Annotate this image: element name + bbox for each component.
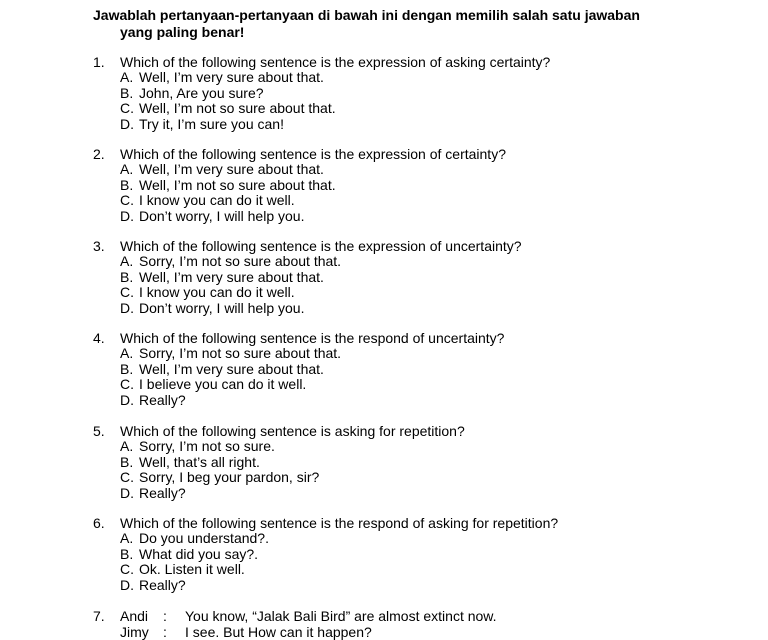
option-c — [93, 285, 733, 301]
option-letter: C. — [120, 561, 134, 577]
option-text: Sorry, I’m not so sure about that. — [139, 345, 342, 361]
option-letter: A. — [120, 253, 134, 269]
instruction-line-1: Jawablah pertanyaan-pertanyaan di bawah ini dengan memilih salah satu jawaban — [93, 7, 640, 23]
option-b — [93, 86, 733, 102]
question-text: Which of the following sentence is the expression of uncertainty? — [120, 238, 522, 254]
option-text: Well, I’m not so sure about that. — [139, 100, 336, 116]
option-d — [93, 301, 733, 317]
dialog-line — [93, 624, 733, 640]
option-text: Really? — [139, 484, 186, 501]
option-letter: D. — [120, 207, 134, 224]
option-letter: A. — [120, 345, 134, 361]
option-d — [93, 578, 733, 594]
option-a — [93, 70, 733, 86]
question-number: 4. — [93, 330, 105, 346]
question-2 — [93, 146, 733, 224]
option-text: Do you understand?. — [139, 530, 269, 546]
question-1 — [93, 54, 733, 132]
option-letter: A. — [120, 161, 134, 177]
question-text: Which of the following sentence is the expression of certainty? — [120, 146, 506, 162]
instruction-line-2: yang paling benar! — [120, 24, 245, 40]
dialog-text: I see. But How can it happen? — [185, 624, 372, 640]
question-text: Which of the following sentence is the expression of asking certainty? — [120, 54, 551, 70]
dialog-text: You know, “Jalak Bali Bird” are almost extinct now. — [185, 608, 497, 624]
option-text: Don’t worry, I will help you. — [139, 207, 305, 224]
option-b — [93, 547, 733, 563]
option-letter: D. — [120, 299, 134, 316]
option-letter: A. — [120, 530, 134, 546]
option-letter: C. — [120, 100, 134, 116]
option-d — [93, 209, 733, 225]
option-text: Ok. Listen it well. — [139, 561, 245, 577]
question-number: 7. — [93, 608, 105, 624]
option-letter: D. — [120, 576, 134, 593]
option-letter: C. — [120, 192, 134, 208]
question-number: 3. — [93, 238, 105, 254]
dialog-colon: : — [163, 624, 167, 640]
dialog-speaker: Andi — [120, 608, 149, 624]
question-line — [93, 54, 733, 70]
question-number: 2. — [93, 146, 105, 162]
option-text: Well, that’s all right. — [139, 453, 260, 470]
option-b — [93, 455, 733, 471]
option-d — [93, 486, 733, 502]
question-line — [93, 238, 733, 254]
question-7 — [93, 608, 733, 640]
option-text: Well, I’m very sure about that. — [139, 161, 324, 177]
dialog-speaker: Jimy — [120, 624, 149, 640]
option-letter: D. — [120, 115, 134, 132]
question-3 — [93, 238, 733, 316]
option-text: Well, I’m very sure about that. — [139, 268, 324, 285]
option-d — [93, 117, 733, 133]
question-number: 6. — [93, 515, 105, 531]
option-text: Well, I’m very sure about that. — [139, 360, 324, 377]
option-letter: A. — [120, 438, 134, 454]
question-text: Which of the following sentence is the respond of asking for repetition? — [120, 515, 559, 531]
instruction-heading — [93, 7, 693, 41]
question-number-spacer — [93, 624, 120, 640]
option-letter: D. — [120, 484, 134, 501]
dialog-colon: : — [163, 608, 167, 624]
option-letter: B. — [120, 360, 134, 377]
option-letter: D. — [120, 391, 134, 408]
option-letter: B. — [120, 545, 134, 562]
option-text: What did you say?. — [139, 545, 259, 562]
option-text: I know you can do it well. — [139, 192, 295, 208]
option-text: Try it, I’m sure you can! — [139, 115, 284, 132]
option-text: John, Are you sure? — [139, 84, 264, 101]
option-text: Well, I’m not so sure about that. — [139, 176, 336, 193]
option-b — [93, 270, 733, 286]
option-letter: C. — [120, 376, 134, 392]
option-c — [93, 470, 733, 486]
question-6 — [93, 515, 733, 593]
option-text: Don’t worry, I will help you. — [139, 299, 305, 316]
option-d — [93, 393, 733, 409]
question-line — [93, 330, 733, 346]
option-b — [93, 362, 733, 378]
question-5 — [93, 423, 733, 501]
question-line — [93, 146, 733, 162]
option-b — [93, 178, 733, 194]
option-letter: B. — [120, 268, 134, 285]
option-letter: A. — [120, 69, 134, 85]
question-line — [93, 515, 733, 531]
option-a — [93, 162, 733, 178]
option-text: Well, I’m very sure about that. — [139, 69, 324, 85]
option-letter: B. — [120, 453, 134, 470]
question-number: 5. — [93, 423, 105, 439]
question-text: Which of the following sentence is asking for repetition? — [120, 423, 465, 439]
option-a — [93, 439, 733, 455]
option-c — [93, 193, 733, 209]
option-text: I know you can do it well. — [139, 284, 295, 300]
option-letter: C. — [120, 284, 134, 300]
option-a — [93, 254, 733, 270]
option-c — [93, 377, 733, 393]
option-c — [93, 101, 733, 117]
option-text: Sorry, I’m not so sure. — [139, 438, 275, 454]
dialog-line — [93, 608, 733, 624]
option-text: Really? — [139, 576, 186, 593]
question-text: Which of the following sentence is the respond of uncertainty? — [120, 330, 505, 346]
option-text: Really? — [139, 391, 186, 408]
question-line — [93, 423, 733, 439]
option-text: I believe you can do it well. — [139, 376, 307, 392]
option-letter: B. — [120, 84, 134, 101]
option-text: Sorry, I’m not so sure about that. — [139, 253, 342, 269]
question-number: 1. — [93, 54, 105, 70]
option-a — [93, 346, 733, 362]
option-letter: C. — [120, 469, 134, 485]
option-c — [93, 562, 733, 578]
option-letter: B. — [120, 176, 134, 193]
option-text: Sorry, I beg your pardon, sir? — [139, 469, 320, 485]
option-a — [93, 531, 733, 547]
question-4 — [93, 330, 733, 408]
